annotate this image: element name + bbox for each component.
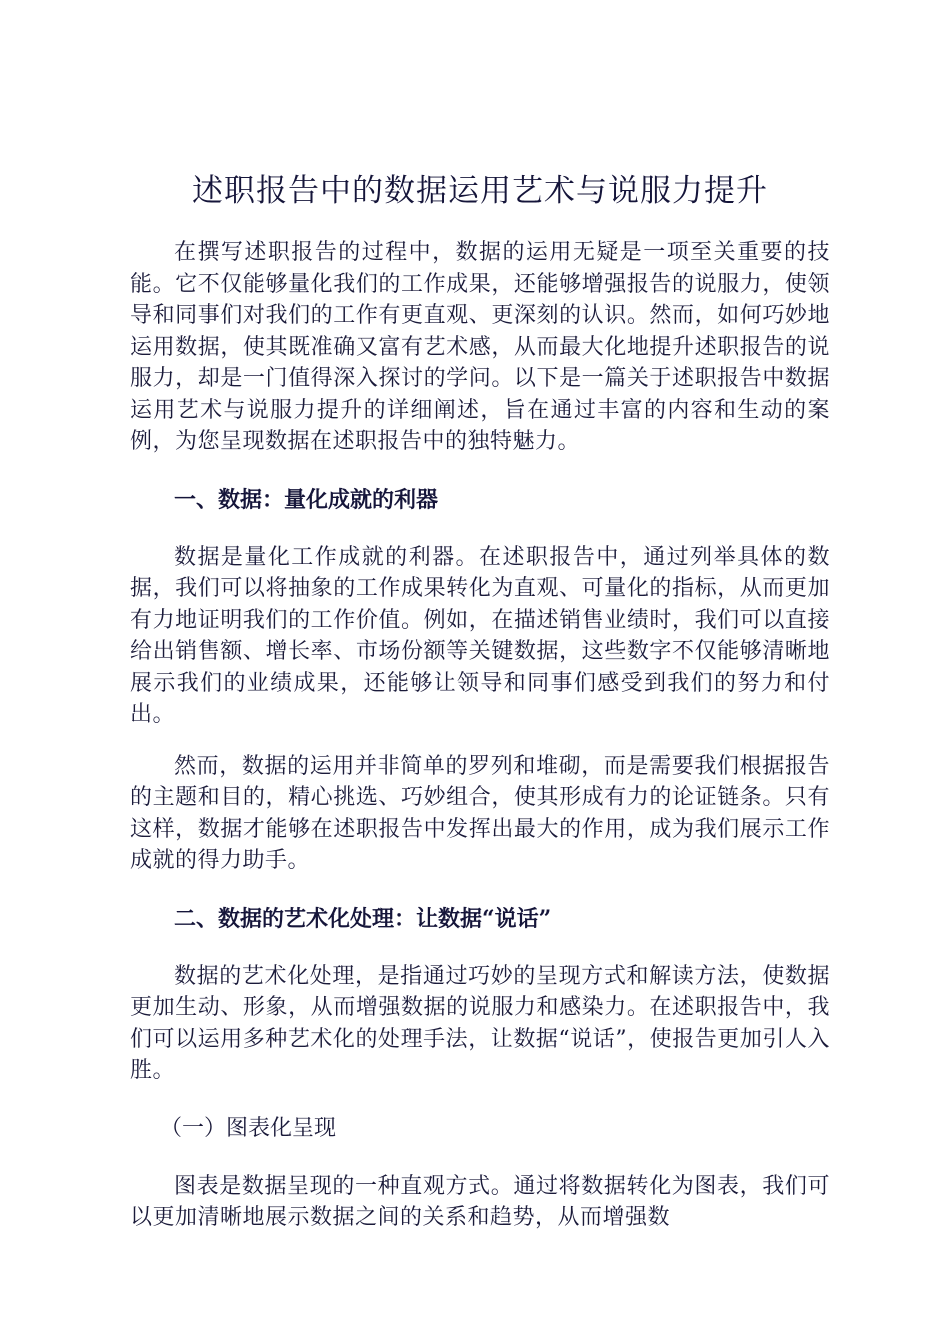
section-1-paragraph-2: 然而，数据的运用并非简单的罗列和堆砌，而是需要我们根据报告的主题和目的，精心挑选、巧妙组合，使其形成有力的论证链条。只有这样，数据才能够在述职报告中发挥出最大的作用，成为我们展示工作成就的得力助手。 — [130, 753, 830, 873]
intro-paragraph: 在撰写述职报告的过程中，数据的运用无疑是一项至关重要的技能。它不仅能够量化我们的工作成果，还能够增强报告的说服力，使领导和同事们对我们的工作有更直观、更深刻的认识。然而，如何巧妙地运用数据，使其既准确又富有艺术感，从而最大化地提升述职报告的说服力，却是一门值得深入探讨的学问。以下是一篇关于述职报告中数据运用艺术与说服力提升的详细阐述，旨在通过丰富的内容和生动的案例，为您呈现数据在述职报告中的独特魅力。 — [130, 240, 830, 454]
section-2-paragraph: 数据的艺术化处理，是指通过巧妙的呈现方式和解读方法，使数据更加生动、形象，从而增强数据的说服力和感染力。在述职报告中，我们可以运用多种艺术化的处理手法，让数据“说话”，使报告更加引人入胜。 — [130, 963, 830, 1083]
document-title: 述职报告中的数据运用艺术与说服力提升 — [192, 173, 768, 209]
subsection-1-heading: （一）图表化呈现 — [160, 1115, 337, 1141]
subsection-1-paragraph: 图表是数据呈现的一种直观方式。通过将数据转化为图表，我们可以更加清晰地展示数据之间的关系和趋势，从而增强数 — [130, 1173, 830, 1230]
section-1-heading: 一、数据：量化成就的利器 — [174, 486, 439, 513]
section-1-paragraph-1: 数据是量化工作成就的利器。在述职报告中，通过列举具体的数据，我们可以将抽象的工作成果转化为直观、可量化的指标，从而更加有力地证明我们的工作价值。例如，在描述销售业绩时，我们可以直接给出销售额、增长率、市场份额等关键数据，这些数字不仅能够清晰地展示我们的业绩成果，还能够让领导和同事们感受到我们的努力和付出。 — [130, 544, 830, 727]
section-2-heading: 二、数据的艺术化处理：让数据“说话” — [174, 905, 552, 932]
document-page — [130, 165, 830, 1234]
